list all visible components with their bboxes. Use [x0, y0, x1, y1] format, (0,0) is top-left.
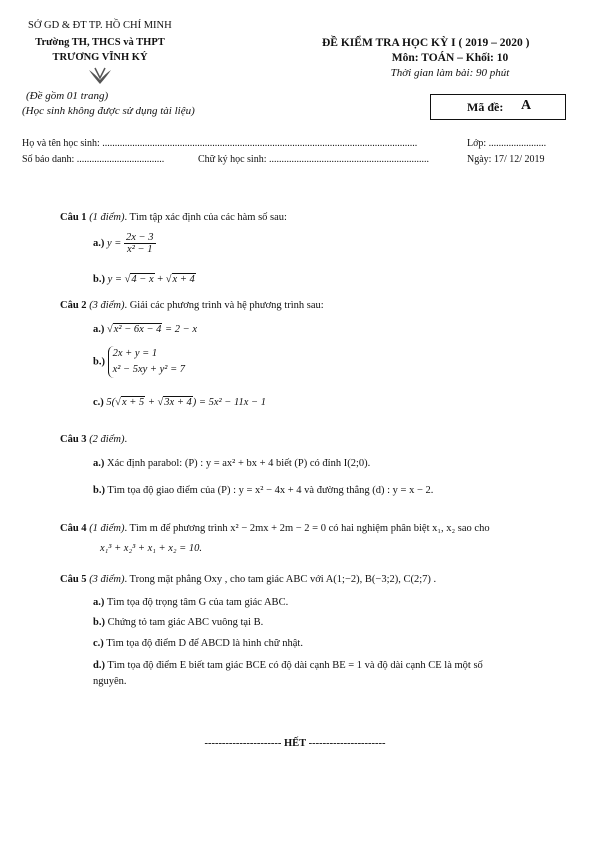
- question-1-label: Câu 1: [60, 212, 87, 223]
- question-5-text: . Trong mặt phẳng Oxy , cho tam giác ABC với A(1;−2), B(−3;2), C(2;7) .: [124, 574, 437, 585]
- question-5a-text: Tìm tọa độ trọng tâm G của tam giác ABC.: [106, 597, 289, 608]
- question-5d-continued: nguyên.: [93, 676, 127, 687]
- question-5: [60, 574, 436, 585]
- question-4-points: (1 điểm): [89, 523, 125, 534]
- question-3-label: Câu 3: [60, 434, 87, 445]
- exam-code-value: A: [521, 98, 532, 113]
- question-3b-label: b.): [93, 485, 105, 496]
- question-5b-text: Chứng tỏ tam giác ABC vuông tại B.: [107, 617, 264, 628]
- question-5c-label: c.): [93, 638, 104, 649]
- no-documents-note: (Học sinh không được sử dụng tài liệu): [22, 105, 195, 117]
- question-1-text: . Tìm tập xác định của các hàm số sau:: [124, 212, 287, 223]
- question-1a: a.) y = $\frac{2x - 3}{\text{x² − 1}}$: [93, 232, 154, 256]
- question-5d-label: d.): [93, 660, 105, 671]
- question-1b-label: b.): [93, 274, 105, 285]
- question-3-text: .: [124, 434, 128, 445]
- student-name-field[interactable]: Họ và tên học sinh: ..............................................................................................................................: [22, 138, 418, 149]
- question-2-label: Câu 2: [60, 300, 87, 311]
- question-3b-text: Tìm tọa độ giao điểm của (P) : y = x² − 4x + 4 và đường thẳng (d) : y = x − 2.: [107, 485, 434, 496]
- school-logo-icon: [87, 66, 113, 86]
- question-2-text: . Giải các phương trình và hệ phương trình sau:: [124, 300, 324, 311]
- question-2a-label: a.): [93, 324, 105, 335]
- question-1-points: (1 điểm): [89, 212, 125, 223]
- end-marker: ---------------------- HẾT ----------------------: [204, 738, 386, 749]
- exam-title: ĐỀ KIỂM TRA HỌC KỲ I ( 2019 – 2020 ): [322, 37, 530, 49]
- question-1b: b.) y = √4 − x + √x + 4: [93, 274, 195, 285]
- question-5b-label: b.): [93, 617, 105, 628]
- question-1a-label: a.): [93, 237, 105, 249]
- exam-date: Ngày: 17/ 12/ 2019: [467, 154, 545, 165]
- question-5d-text: Tìm tọa độ điểm E biết tam giác BCE có độ dài cạnh BE = 1 và độ dài cạnh CE là một số: [107, 660, 483, 671]
- question-4-text: . Tìm m để phương trình x² − 2mx + 2m − 2 = 0 có hai nghiệm phân biệt x₁, x₂ sao cho: [124, 523, 490, 534]
- exam-code-label: Mã đề:: [467, 100, 504, 114]
- question-2-points: (3 điểm): [89, 300, 125, 311]
- question-3: [60, 434, 127, 445]
- department: SỞ GD & ĐT TP. HỒ CHÍ MINH: [28, 20, 172, 31]
- pages-note: (Đề gồm 01 trang): [26, 90, 109, 102]
- question-3b: [93, 485, 433, 496]
- question-5-label: Câu 5: [60, 574, 87, 585]
- question-4-label: Câu 4: [60, 523, 87, 534]
- question-3a-text: Xác định parabol: (P) : y = ax² + bx + 4 biết (P) có đỉnh I(2;0).: [107, 458, 371, 469]
- question-2b: b.) 2x + y = 1 x² − 5xy + y² = 7: [93, 346, 185, 378]
- exam-time: Thời gian làm bài: 90 phút: [390, 67, 510, 79]
- question-5a: [93, 597, 288, 608]
- question-5b: [93, 617, 263, 628]
- question-5c: [93, 638, 303, 649]
- question-4-condition: x₁³ + x₂³ + x₁ + x₂ = 10.: [100, 543, 203, 554]
- question-4: [60, 523, 490, 534]
- student-signature-field[interactable]: Chữ ký học sinh: ................................................................: [198, 154, 429, 165]
- question-3a: [93, 458, 370, 469]
- question-5-points: (3 điểm): [89, 574, 125, 585]
- school-name: Trường TH, THCS và THPT: [35, 37, 165, 48]
- candidate-number-field[interactable]: Số báo danh: ...................................: [22, 154, 165, 165]
- question-2b-label: b.): [93, 356, 105, 368]
- question-2a: a.) √x² − 6x − 4 = 2 − x: [93, 324, 197, 335]
- question-3-points: (2 điểm): [89, 434, 125, 445]
- question-1: [60, 212, 287, 223]
- question-2c: c.) 5(√x + 5 + √3x + 4) = 5x² − 11x − 1: [93, 397, 266, 408]
- subject-grade: Môn: TOÁN – Khối: 10: [391, 52, 509, 64]
- question-2: [60, 300, 324, 311]
- question-5c-text: Tìm tọa độ điểm D để ABCD là hình chữ nhật.: [106, 638, 303, 649]
- exam-code-box: [430, 94, 566, 120]
- question-2c-label: c.): [93, 397, 104, 408]
- question-5d: [93, 660, 483, 671]
- question-5a-label: a.): [93, 597, 105, 608]
- question-3a-label: a.): [93, 458, 105, 469]
- class-field[interactable]: Lớp: .......................: [467, 138, 547, 149]
- school-name-2: TRƯƠNG VĨNH KÝ: [52, 52, 148, 63]
